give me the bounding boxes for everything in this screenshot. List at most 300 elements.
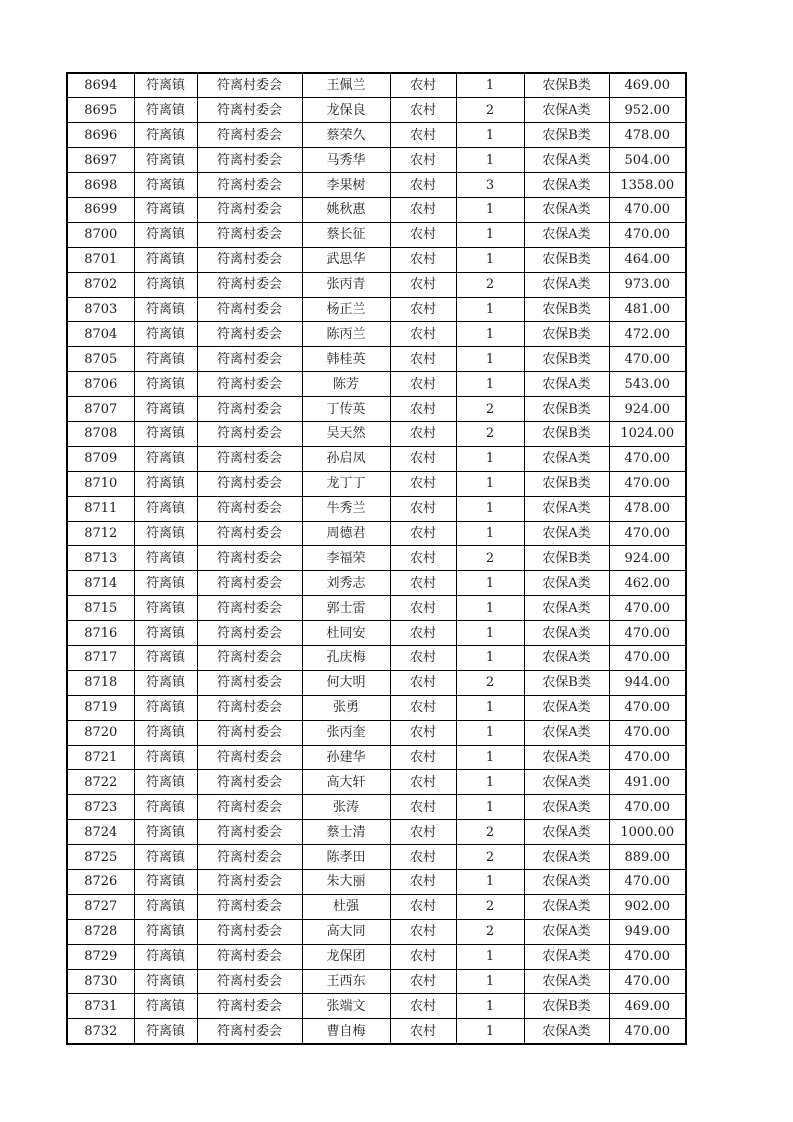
cell-amount: 478.00	[609, 123, 686, 148]
cell-person-count: 1	[456, 969, 524, 994]
cell-record-id: 8712	[67, 521, 134, 546]
cell-record-id: 8729	[67, 944, 134, 969]
cell-town: 符离镇	[134, 994, 197, 1019]
cell-person-name: 杜强	[302, 894, 390, 919]
cell-amount: 470.00	[609, 621, 686, 646]
cell-insurance-category: 农保A类	[524, 720, 609, 745]
cell-residence-type: 农村	[390, 795, 456, 820]
cell-village-committee: 符离村委会	[197, 894, 302, 919]
table-row	[67, 546, 686, 571]
cell-insurance-category: 农保B类	[524, 546, 609, 571]
cell-record-id: 8717	[67, 645, 134, 670]
cell-village-committee: 符离村委会	[197, 820, 302, 845]
cell-record-id: 8702	[67, 272, 134, 297]
records-table	[66, 72, 687, 1045]
cell-record-id: 8722	[67, 770, 134, 795]
cell-person-name: 陈丙兰	[302, 322, 390, 347]
cell-village-committee: 符离村委会	[197, 845, 302, 870]
cell-amount: 470.00	[609, 745, 686, 770]
cell-residence-type: 农村	[390, 148, 456, 173]
cell-amount: 470.00	[609, 720, 686, 745]
cell-person-count: 1	[456, 148, 524, 173]
cell-village-committee: 符离村委会	[197, 297, 302, 322]
table-row	[67, 969, 686, 994]
cell-person-count: 1	[456, 471, 524, 496]
cell-amount: 470.00	[609, 795, 686, 820]
table-row	[67, 247, 686, 272]
cell-person-count: 1	[456, 197, 524, 222]
cell-village-committee: 符离村委会	[197, 994, 302, 1019]
cell-village-committee: 符离村委会	[197, 123, 302, 148]
cell-village-committee: 符离村委会	[197, 471, 302, 496]
cell-record-id: 8700	[67, 222, 134, 247]
cell-town: 符离镇	[134, 272, 197, 297]
cell-residence-type: 农村	[390, 770, 456, 795]
cell-residence-type: 农村	[390, 994, 456, 1019]
cell-town: 符离镇	[134, 621, 197, 646]
cell-person-name: 朱大丽	[302, 870, 390, 895]
cell-person-count: 1	[456, 571, 524, 596]
cell-person-name: 武思华	[302, 247, 390, 272]
table-row	[67, 944, 686, 969]
cell-person-name: 孙建华	[302, 745, 390, 770]
cell-residence-type: 农村	[390, 197, 456, 222]
cell-insurance-category: 农保A类	[524, 496, 609, 521]
cell-town: 符离镇	[134, 73, 197, 98]
cell-town: 符离镇	[134, 372, 197, 397]
cell-town: 符离镇	[134, 322, 197, 347]
cell-village-committee: 符离村委会	[197, 397, 302, 422]
cell-insurance-category: 农保B类	[524, 347, 609, 372]
cell-person-name: 曹自梅	[302, 1019, 390, 1044]
cell-amount: 1000.00	[609, 820, 686, 845]
cell-village-committee: 符离村委会	[197, 1019, 302, 1044]
cell-record-id: 8725	[67, 845, 134, 870]
cell-town: 符离镇	[134, 148, 197, 173]
cell-insurance-category: 农保A类	[524, 222, 609, 247]
cell-person-name: 高大同	[302, 919, 390, 944]
cell-village-committee: 符离村委会	[197, 73, 302, 98]
cell-village-committee: 符离村委会	[197, 695, 302, 720]
table-row	[67, 173, 686, 198]
cell-residence-type: 农村	[390, 894, 456, 919]
cell-person-name: 姚秋惠	[302, 197, 390, 222]
cell-amount: 464.00	[609, 247, 686, 272]
cell-person-count: 1	[456, 297, 524, 322]
cell-person-count: 1	[456, 745, 524, 770]
cell-record-id: 8716	[67, 621, 134, 646]
cell-record-id: 8707	[67, 397, 134, 422]
cell-person-count: 2	[456, 546, 524, 571]
cell-town: 符离镇	[134, 446, 197, 471]
table-row	[67, 596, 686, 621]
cell-person-count: 1	[456, 1019, 524, 1044]
cell-amount: 1358.00	[609, 173, 686, 198]
cell-amount: 944.00	[609, 670, 686, 695]
cell-amount: 491.00	[609, 770, 686, 795]
cell-village-committee: 符离村委会	[197, 969, 302, 994]
cell-residence-type: 农村	[390, 471, 456, 496]
cell-person-name: 李福荣	[302, 546, 390, 571]
cell-town: 符离镇	[134, 496, 197, 521]
cell-record-id: 8727	[67, 894, 134, 919]
cell-village-committee: 符离村委会	[197, 197, 302, 222]
cell-residence-type: 农村	[390, 695, 456, 720]
cell-record-id: 8730	[67, 969, 134, 994]
cell-village-committee: 符离村委会	[197, 222, 302, 247]
cell-person-count: 2	[456, 820, 524, 845]
table-row	[67, 272, 686, 297]
cell-insurance-category: 农保A类	[524, 272, 609, 297]
cell-residence-type: 农村	[390, 870, 456, 895]
cell-record-id: 8713	[67, 546, 134, 571]
cell-record-id: 8723	[67, 795, 134, 820]
table-row	[67, 347, 686, 372]
cell-record-id: 8718	[67, 670, 134, 695]
cell-town: 符离镇	[134, 571, 197, 596]
cell-person-count: 2	[456, 919, 524, 944]
cell-amount: 478.00	[609, 496, 686, 521]
cell-person-count: 1	[456, 222, 524, 247]
cell-residence-type: 农村	[390, 571, 456, 596]
cell-person-count: 1	[456, 621, 524, 646]
cell-person-name: 吴天然	[302, 421, 390, 446]
cell-amount: 902.00	[609, 894, 686, 919]
cell-person-count: 1	[456, 347, 524, 372]
cell-residence-type: 农村	[390, 944, 456, 969]
cell-record-id: 8721	[67, 745, 134, 770]
cell-person-count: 1	[456, 994, 524, 1019]
cell-record-id: 8715	[67, 596, 134, 621]
cell-insurance-category: 农保B类	[524, 994, 609, 1019]
cell-amount: 481.00	[609, 297, 686, 322]
cell-town: 符离镇	[134, 247, 197, 272]
cell-insurance-category: 农保A类	[524, 148, 609, 173]
table-row	[67, 795, 686, 820]
cell-residence-type: 农村	[390, 73, 456, 98]
cell-person-count: 2	[456, 670, 524, 695]
cell-record-id: 8728	[67, 919, 134, 944]
cell-record-id: 8719	[67, 695, 134, 720]
cell-residence-type: 农村	[390, 1019, 456, 1044]
cell-person-name: 张丙奎	[302, 720, 390, 745]
table-row	[67, 720, 686, 745]
cell-record-id: 8704	[67, 322, 134, 347]
table-row	[67, 745, 686, 770]
cell-town: 符离镇	[134, 670, 197, 695]
cell-town: 符离镇	[134, 123, 197, 148]
table-row	[67, 73, 686, 98]
cell-village-committee: 符离村委会	[197, 571, 302, 596]
cell-insurance-category: 农保B类	[524, 322, 609, 347]
cell-amount: 469.00	[609, 73, 686, 98]
cell-village-committee: 符离村委会	[197, 421, 302, 446]
cell-residence-type: 农村	[390, 446, 456, 471]
cell-amount: 470.00	[609, 944, 686, 969]
cell-village-committee: 符离村委会	[197, 919, 302, 944]
cell-residence-type: 农村	[390, 123, 456, 148]
cell-amount: 543.00	[609, 372, 686, 397]
cell-amount: 470.00	[609, 521, 686, 546]
cell-amount: 472.00	[609, 322, 686, 347]
cell-residence-type: 农村	[390, 546, 456, 571]
cell-village-committee: 符离村委会	[197, 372, 302, 397]
table-row	[67, 1019, 686, 1044]
cell-insurance-category: 农保A类	[524, 795, 609, 820]
cell-person-name: 杨正兰	[302, 297, 390, 322]
cell-town: 符离镇	[134, 919, 197, 944]
cell-person-count: 1	[456, 944, 524, 969]
cell-village-committee: 符离村委会	[197, 446, 302, 471]
cell-person-name: 孙启凤	[302, 446, 390, 471]
cell-record-id: 8732	[67, 1019, 134, 1044]
cell-residence-type: 农村	[390, 845, 456, 870]
cell-insurance-category: 农保B类	[524, 670, 609, 695]
cell-town: 符离镇	[134, 695, 197, 720]
cell-amount: 973.00	[609, 272, 686, 297]
cell-person-name: 高大轩	[302, 770, 390, 795]
cell-record-id: 8699	[67, 197, 134, 222]
table-row	[67, 894, 686, 919]
table-row	[67, 197, 686, 222]
cell-person-name: 王佩兰	[302, 73, 390, 98]
cell-town: 符离镇	[134, 98, 197, 123]
cell-person-name: 蔡荣久	[302, 123, 390, 148]
cell-village-committee: 符离村委会	[197, 347, 302, 372]
cell-town: 符离镇	[134, 173, 197, 198]
cell-insurance-category: 农保A类	[524, 919, 609, 944]
cell-village-committee: 符离村委会	[197, 173, 302, 198]
cell-village-committee: 符离村委会	[197, 720, 302, 745]
cell-person-count: 2	[456, 845, 524, 870]
cell-record-id: 8724	[67, 820, 134, 845]
cell-record-id: 8714	[67, 571, 134, 596]
cell-town: 符离镇	[134, 521, 197, 546]
cell-person-name: 周德君	[302, 521, 390, 546]
cell-insurance-category: 农保B类	[524, 421, 609, 446]
cell-insurance-category: 农保B类	[524, 73, 609, 98]
cell-person-count: 2	[456, 421, 524, 446]
cell-residence-type: 农村	[390, 397, 456, 422]
table-row	[67, 123, 686, 148]
cell-person-name: 杜同安	[302, 621, 390, 646]
cell-amount: 504.00	[609, 148, 686, 173]
cell-amount: 470.00	[609, 596, 686, 621]
cell-person-count: 1	[456, 521, 524, 546]
cell-town: 符离镇	[134, 297, 197, 322]
cell-person-name: 龙丁丁	[302, 471, 390, 496]
cell-village-committee: 符离村委会	[197, 322, 302, 347]
cell-person-name: 陈孝田	[302, 845, 390, 870]
table-row	[67, 695, 686, 720]
cell-village-committee: 符离村委会	[197, 621, 302, 646]
cell-insurance-category: 农保A类	[524, 870, 609, 895]
cell-record-id: 8696	[67, 123, 134, 148]
cell-village-committee: 符离村委会	[197, 98, 302, 123]
cell-insurance-category: 农保B类	[524, 123, 609, 148]
cell-town: 符离镇	[134, 421, 197, 446]
cell-town: 符离镇	[134, 397, 197, 422]
cell-person-count: 1	[456, 870, 524, 895]
cell-residence-type: 农村	[390, 919, 456, 944]
cell-amount: 924.00	[609, 397, 686, 422]
cell-person-count: 1	[456, 123, 524, 148]
cell-amount: 469.00	[609, 994, 686, 1019]
cell-amount: 470.00	[609, 870, 686, 895]
cell-person-count: 1	[456, 645, 524, 670]
cell-residence-type: 农村	[390, 645, 456, 670]
cell-person-count: 1	[456, 770, 524, 795]
cell-record-id: 8709	[67, 446, 134, 471]
table-row	[67, 770, 686, 795]
cell-person-count: 2	[456, 894, 524, 919]
cell-insurance-category: 农保A类	[524, 695, 609, 720]
cell-person-name: 张勇	[302, 695, 390, 720]
cell-amount: 1024.00	[609, 421, 686, 446]
cell-residence-type: 农村	[390, 173, 456, 198]
cell-town: 符离镇	[134, 596, 197, 621]
cell-record-id: 8705	[67, 347, 134, 372]
cell-amount: 470.00	[609, 347, 686, 372]
cell-village-committee: 符离村委会	[197, 496, 302, 521]
cell-residence-type: 农村	[390, 272, 456, 297]
cell-residence-type: 农村	[390, 347, 456, 372]
table-row	[67, 471, 686, 496]
cell-record-id: 8697	[67, 148, 134, 173]
cell-town: 符离镇	[134, 745, 197, 770]
table-row	[67, 496, 686, 521]
cell-village-committee: 符离村委会	[197, 272, 302, 297]
cell-record-id: 8710	[67, 471, 134, 496]
table-row	[67, 521, 686, 546]
cell-insurance-category: 农保B类	[524, 247, 609, 272]
cell-residence-type: 农村	[390, 222, 456, 247]
cell-insurance-category: 农保B类	[524, 471, 609, 496]
cell-person-count: 2	[456, 98, 524, 123]
table-row	[67, 446, 686, 471]
cell-residence-type: 农村	[390, 322, 456, 347]
cell-residence-type: 农村	[390, 521, 456, 546]
cell-amount: 470.00	[609, 1019, 686, 1044]
cell-town: 符离镇	[134, 471, 197, 496]
cell-person-name: 丁传英	[302, 397, 390, 422]
cell-person-count: 1	[456, 247, 524, 272]
cell-record-id: 8708	[67, 421, 134, 446]
cell-insurance-category: 农保A类	[524, 969, 609, 994]
cell-insurance-category: 农保A类	[524, 197, 609, 222]
cell-record-id: 8698	[67, 173, 134, 198]
cell-village-committee: 符离村委会	[197, 521, 302, 546]
cell-insurance-category: 农保A类	[524, 894, 609, 919]
cell-residence-type: 农村	[390, 596, 456, 621]
cell-record-id: 8703	[67, 297, 134, 322]
cell-person-count: 1	[456, 720, 524, 745]
cell-residence-type: 农村	[390, 496, 456, 521]
cell-residence-type: 农村	[390, 621, 456, 646]
cell-person-name: 李果树	[302, 173, 390, 198]
cell-town: 符离镇	[134, 845, 197, 870]
cell-person-count: 1	[456, 596, 524, 621]
cell-person-name: 王西东	[302, 969, 390, 994]
cell-person-count: 3	[456, 173, 524, 198]
table-body	[67, 73, 686, 1044]
cell-amount: 462.00	[609, 571, 686, 596]
cell-insurance-category: 农保A类	[524, 745, 609, 770]
cell-town: 符离镇	[134, 944, 197, 969]
cell-village-committee: 符离村委会	[197, 795, 302, 820]
cell-residence-type: 农村	[390, 247, 456, 272]
cell-insurance-category: 农保A类	[524, 770, 609, 795]
cell-residence-type: 农村	[390, 372, 456, 397]
cell-person-count: 1	[456, 322, 524, 347]
cell-amount: 470.00	[609, 695, 686, 720]
table-row	[67, 820, 686, 845]
cell-insurance-category: 农保A类	[524, 173, 609, 198]
cell-town: 符离镇	[134, 894, 197, 919]
cell-person-name: 孔庆梅	[302, 645, 390, 670]
cell-insurance-category: 农保A类	[524, 944, 609, 969]
cell-record-id: 8711	[67, 496, 134, 521]
cell-town: 符离镇	[134, 720, 197, 745]
cell-amount: 470.00	[609, 645, 686, 670]
cell-town: 符离镇	[134, 969, 197, 994]
cell-person-name: 陈芳	[302, 372, 390, 397]
table-row	[67, 222, 686, 247]
cell-residence-type: 农村	[390, 820, 456, 845]
cell-person-count: 1	[456, 795, 524, 820]
cell-record-id: 8726	[67, 870, 134, 895]
cell-village-committee: 符离村委会	[197, 944, 302, 969]
cell-person-count: 1	[456, 496, 524, 521]
table-row	[67, 571, 686, 596]
cell-residence-type: 农村	[390, 720, 456, 745]
cell-insurance-category: 农保A类	[524, 446, 609, 471]
cell-person-name: 何大明	[302, 670, 390, 695]
cell-record-id: 8731	[67, 994, 134, 1019]
cell-amount: 924.00	[609, 546, 686, 571]
cell-insurance-category: 农保A类	[524, 372, 609, 397]
cell-town: 符离镇	[134, 347, 197, 372]
cell-insurance-category: 农保A类	[524, 621, 609, 646]
cell-person-count: 2	[456, 272, 524, 297]
cell-village-committee: 符离村委会	[197, 770, 302, 795]
cell-village-committee: 符离村委会	[197, 645, 302, 670]
cell-village-committee: 符离村委会	[197, 546, 302, 571]
cell-insurance-category: 农保B类	[524, 397, 609, 422]
cell-record-id: 8701	[67, 247, 134, 272]
table-row	[67, 372, 686, 397]
table-row	[67, 322, 686, 347]
cell-amount: 952.00	[609, 98, 686, 123]
cell-amount: 470.00	[609, 197, 686, 222]
cell-town: 符离镇	[134, 1019, 197, 1044]
cell-residence-type: 农村	[390, 670, 456, 695]
cell-town: 符离镇	[134, 222, 197, 247]
cell-insurance-category: 农保A类	[524, 820, 609, 845]
cell-town: 符离镇	[134, 795, 197, 820]
cell-person-name: 马秀华	[302, 148, 390, 173]
cell-residence-type: 农村	[390, 745, 456, 770]
cell-person-count: 2	[456, 397, 524, 422]
cell-village-committee: 符离村委会	[197, 670, 302, 695]
cell-town: 符离镇	[134, 870, 197, 895]
table-row	[67, 621, 686, 646]
cell-record-id: 8695	[67, 98, 134, 123]
cell-town: 符离镇	[134, 546, 197, 571]
cell-amount: 470.00	[609, 471, 686, 496]
table-row	[67, 670, 686, 695]
cell-person-name: 龙保团	[302, 944, 390, 969]
